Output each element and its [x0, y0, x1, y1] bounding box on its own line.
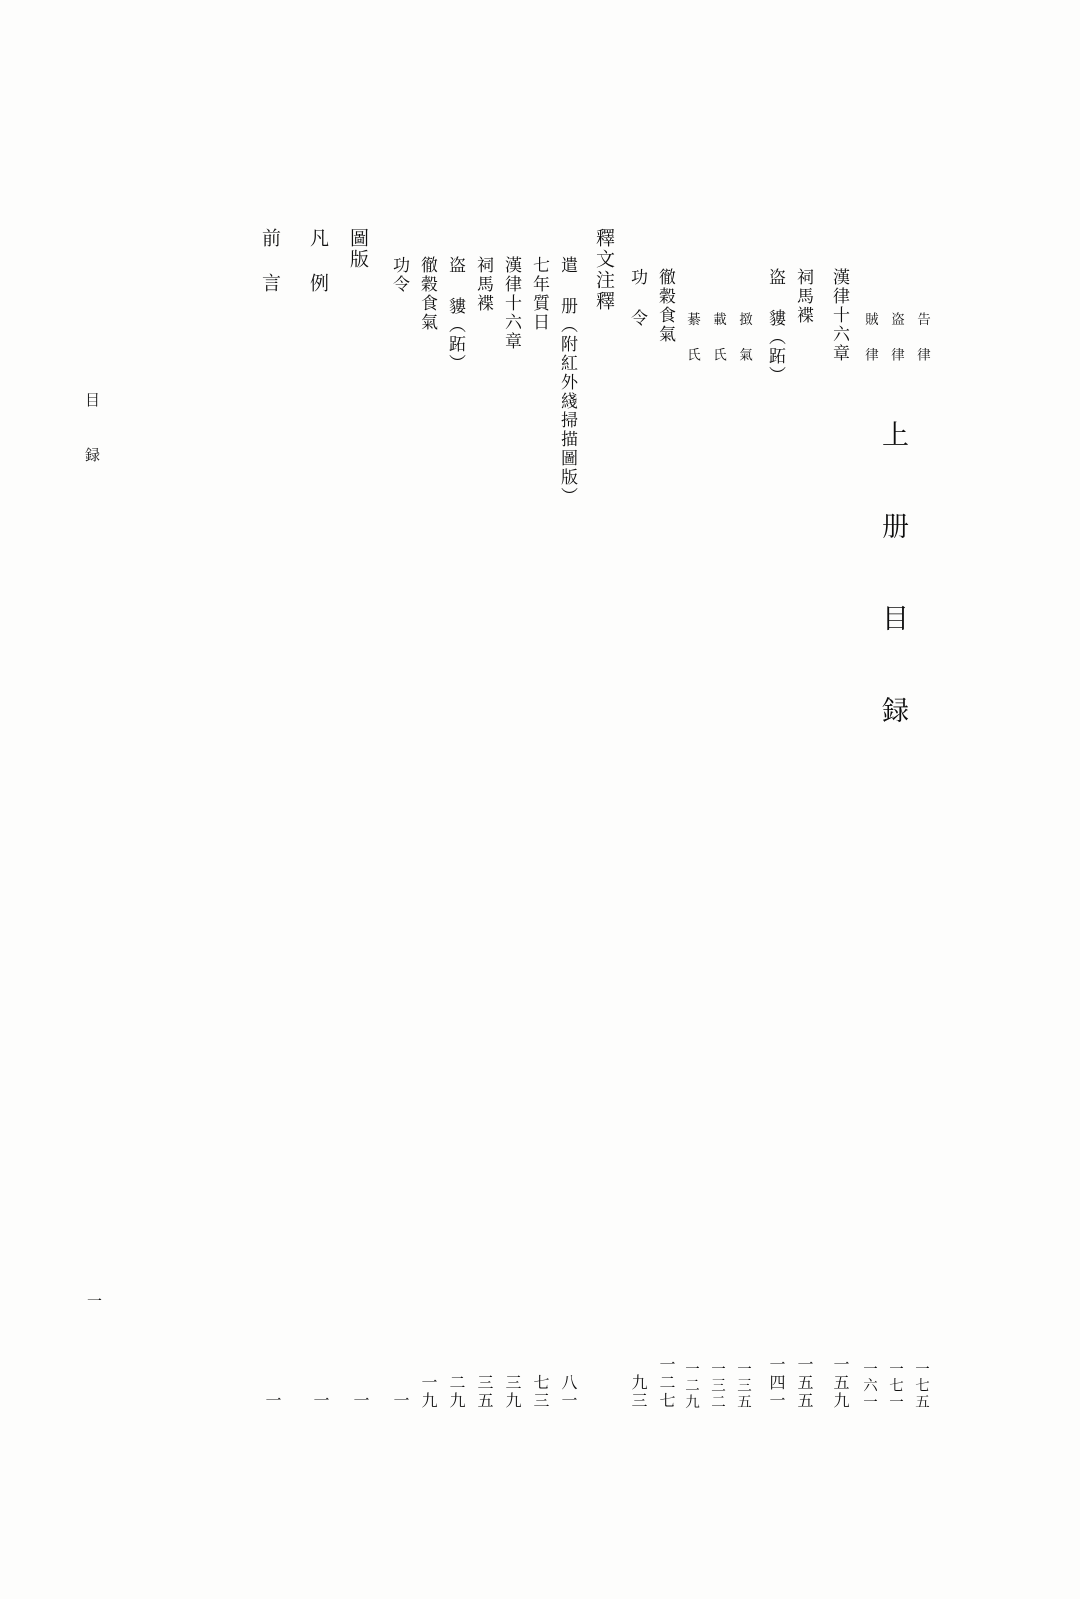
toc-entry-label: 賊 律	[862, 312, 878, 364]
toc-entry-page-number: 一二九	[683, 1360, 699, 1410]
toc-entry-label: 綦 氏	[684, 312, 700, 364]
toc-entry-page-number: 八一	[559, 1374, 578, 1410]
toc-entry-page-number: 七三	[531, 1374, 550, 1410]
toc-entry[interactable]	[443, 256, 468, 1410]
folio-number: 一	[85, 1293, 103, 1308]
toc-entry-page-number: 一三五	[735, 1360, 751, 1410]
toc-entry[interactable]	[555, 256, 580, 1410]
toc-entry-page-number: 二九	[447, 1374, 466, 1410]
toc-entry-label: 㨖 氣	[736, 312, 752, 364]
toc-entry-page-number: 一	[311, 1392, 330, 1410]
toc-entry-label: 前 言	[259, 228, 281, 294]
page-title: 上 册 目 録	[877, 420, 908, 740]
toc-entry-label: 盗 律	[888, 312, 904, 364]
toc-entry[interactable]	[733, 312, 754, 1410]
toc-entry-page-number: 一二七	[657, 1356, 676, 1410]
toc-entry-page-number: 三五	[475, 1374, 494, 1410]
toc-entry[interactable]	[415, 256, 440, 1410]
toc-entry[interactable]	[471, 256, 496, 1410]
toc-entry-label: 徹穀食氣	[417, 256, 437, 332]
toc-entry[interactable]	[885, 312, 906, 1410]
toc-entry[interactable]	[527, 256, 552, 1410]
toc-entry[interactable]	[625, 268, 650, 1410]
toc-entry-page-number: 一七五	[913, 1360, 929, 1410]
toc-entry-page-number: 一	[391, 1392, 410, 1410]
running-head: 目 録	[83, 392, 101, 473]
toc-entry-label: 遣 册（附紅外綫掃描圖版）	[557, 256, 577, 506]
toc-entry[interactable]	[387, 256, 412, 1410]
toc-entry-label: 漢律十六章	[501, 256, 521, 351]
toc-entry-label: 盗 貗（跖）	[445, 256, 465, 373]
toc-entry-page-number: 一三二	[709, 1360, 725, 1410]
toc-entry-page-number: 一	[351, 1392, 370, 1410]
toc-entry-page-number: 一五九	[831, 1356, 850, 1410]
toc-entry[interactable]	[763, 268, 788, 1410]
toc-entry-label: 圖版	[347, 228, 369, 270]
toc-entry-page-number: 一	[263, 1392, 282, 1410]
toc-entry[interactable]	[791, 268, 816, 1410]
toc-entry-page-number: 九三	[629, 1374, 648, 1410]
toc-entry-label: 功 令	[627, 268, 647, 328]
toc-entry[interactable]	[257, 228, 284, 1410]
toc-entry-page-number: 一四一	[767, 1356, 786, 1410]
toc-entry-label: 釋文注釋	[593, 228, 615, 312]
toc-entry-page-number: 一七一	[887, 1360, 903, 1410]
toc-entry[interactable]	[499, 256, 524, 1410]
toc-entry[interactable]	[653, 268, 678, 1410]
toc-entry[interactable]	[305, 228, 332, 1410]
toc-entry[interactable]	[827, 268, 852, 1410]
toc-entry-page-number: 三九	[503, 1374, 522, 1410]
toc-entry[interactable]	[911, 312, 932, 1410]
toc-entry-label: 七年質日	[529, 256, 549, 332]
toc-entry-page-number: 一五五	[795, 1356, 814, 1410]
toc-entry-label: 漢律十六章	[829, 268, 849, 363]
toc-entry-page-number: 一六一	[861, 1360, 877, 1410]
toc-entry-label: 祠馬褋	[793, 268, 813, 325]
toc-entry-label: 祠馬褋	[473, 256, 493, 313]
toc-entry-label: 告 律	[914, 312, 930, 364]
toc-entry[interactable]	[591, 228, 618, 1410]
toc-entry-label: 盗 貗（跖）	[765, 268, 785, 385]
toc-entry-page-number: 一九	[419, 1374, 438, 1410]
toc-entry[interactable]	[345, 228, 372, 1410]
toc-entry-label: 載 氏	[710, 312, 726, 364]
toc-entry-label: 凡 例	[307, 228, 329, 294]
toc-entry[interactable]	[859, 312, 880, 1410]
toc-entry[interactable]	[707, 312, 728, 1410]
toc-entry-label: 徹穀食氣	[655, 268, 675, 344]
toc-entry-label: 功令	[389, 256, 409, 294]
toc-entry[interactable]	[681, 312, 702, 1410]
